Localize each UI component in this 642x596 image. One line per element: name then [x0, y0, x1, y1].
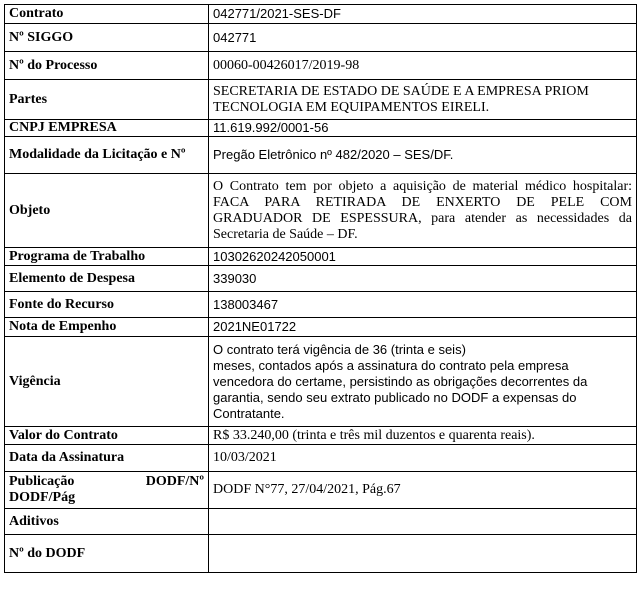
table-row: [5, 24, 637, 52]
row-label-elemento: Elemento de Despesa: [5, 266, 209, 292]
row-label-contrato: Contrato: [5, 5, 209, 24]
row-label-dodf: Nº do DODF: [5, 535, 209, 573]
row-value-modalidade: Pregão Eletrônico nº 482/2020 – SES/DF.: [209, 137, 637, 174]
table-row: [5, 472, 637, 509]
row-value-publicacao: DODF N°77, 27/04/2021, Pág.67: [209, 472, 637, 509]
row-value-contrato: 042771/2021-SES-DF: [209, 5, 637, 24]
row-value-objeto: O Contrato tem por objeto a aquisição de material médico hospitalar: FACA PARA RETIRADA DE ENXERTO DE PELE COM GRADUADOR DE ESPESSURA, para atender as necessidades da Secretaria de Saúde – DF.: [209, 174, 637, 248]
row-value-processo: 00060-00426017/2019-98: [209, 52, 637, 80]
table-row: [5, 120, 637, 137]
table-row: [5, 248, 637, 266]
row-label-empenho: Nota de Empenho: [5, 318, 209, 337]
row-label-modalidade: Modalidade da Licitação e Nº: [5, 137, 209, 174]
table-row: [5, 5, 637, 24]
row-label-vigencia: Vigência: [5, 337, 209, 427]
row-value-programa: 10302620242050001: [209, 248, 637, 266]
table-row: [5, 174, 637, 248]
row-label-siggo: Nº SIGGO: [5, 24, 209, 52]
row-label-aditivos: Aditivos: [5, 509, 209, 535]
row-label-programa: Programa de Trabalho: [5, 248, 209, 266]
row-value-partes: SECRETARIA DE ESTADO DE SAÚDE E A EMPRESA PRIOM TECNOLOGIA EM EQUIPAMENTOS EIRELI.: [209, 80, 637, 120]
row-label-objeto: Objeto: [5, 174, 209, 248]
row-value-aditivos: [209, 509, 637, 535]
table-row: [5, 80, 637, 120]
publicacao-label-left: Publicação: [9, 474, 75, 489]
table-row: [5, 292, 637, 318]
row-value-valor: R$ 33.240,00 (trinta e três mil duzentos e quarenta reais).: [209, 427, 637, 445]
publicacao-label-line2: DODF/Pág: [9, 490, 76, 505]
table-row: [5, 137, 637, 174]
table-row: [5, 318, 637, 337]
row-value-assinatura: 10/03/2021: [209, 445, 637, 472]
row-value-siggo: 042771: [209, 24, 637, 52]
table-row: [5, 535, 637, 573]
row-value-dodf: [209, 535, 637, 573]
table-row: [5, 509, 637, 535]
row-value-empenho: 2021NE01722: [209, 318, 637, 337]
row-value-vigencia: [209, 337, 637, 427]
table-row: [5, 266, 637, 292]
contract-summary-table: [4, 4, 637, 573]
row-value-fonte: 138003467: [209, 292, 637, 318]
row-label-assinatura: Data da Assinatura: [5, 445, 209, 472]
vigencia-line-rest: meses, contados após a assinatura do contrato pela empresa vencedora do certame, persistindo as obrigações decorrentes da garantia, sendo seu extrato publicado no DODF a expensas do Contratante.: [213, 357, 588, 421]
table-row: [5, 337, 637, 427]
publicacao-label-right: DODF/Nº: [145, 474, 204, 489]
row-value-elemento: 339030: [209, 266, 637, 292]
row-value-cnpj: 11.619.992/0001-56: [209, 120, 637, 137]
row-label-publicacao: [5, 472, 209, 509]
table-row: [5, 427, 637, 445]
row-label-cnpj: CNPJ EMPRESA: [5, 120, 209, 137]
row-label-partes: Partes: [5, 80, 209, 120]
table-row: [5, 445, 637, 472]
vigencia-line-1: O contrato terá vigência de 36 (trinta e seis): [213, 341, 466, 357]
table-row: [5, 52, 637, 80]
row-label-processo: Nº do Processo: [5, 52, 209, 80]
row-label-valor: Valor do Contrato: [5, 427, 209, 445]
row-label-fonte: Fonte do Recurso: [5, 292, 209, 318]
